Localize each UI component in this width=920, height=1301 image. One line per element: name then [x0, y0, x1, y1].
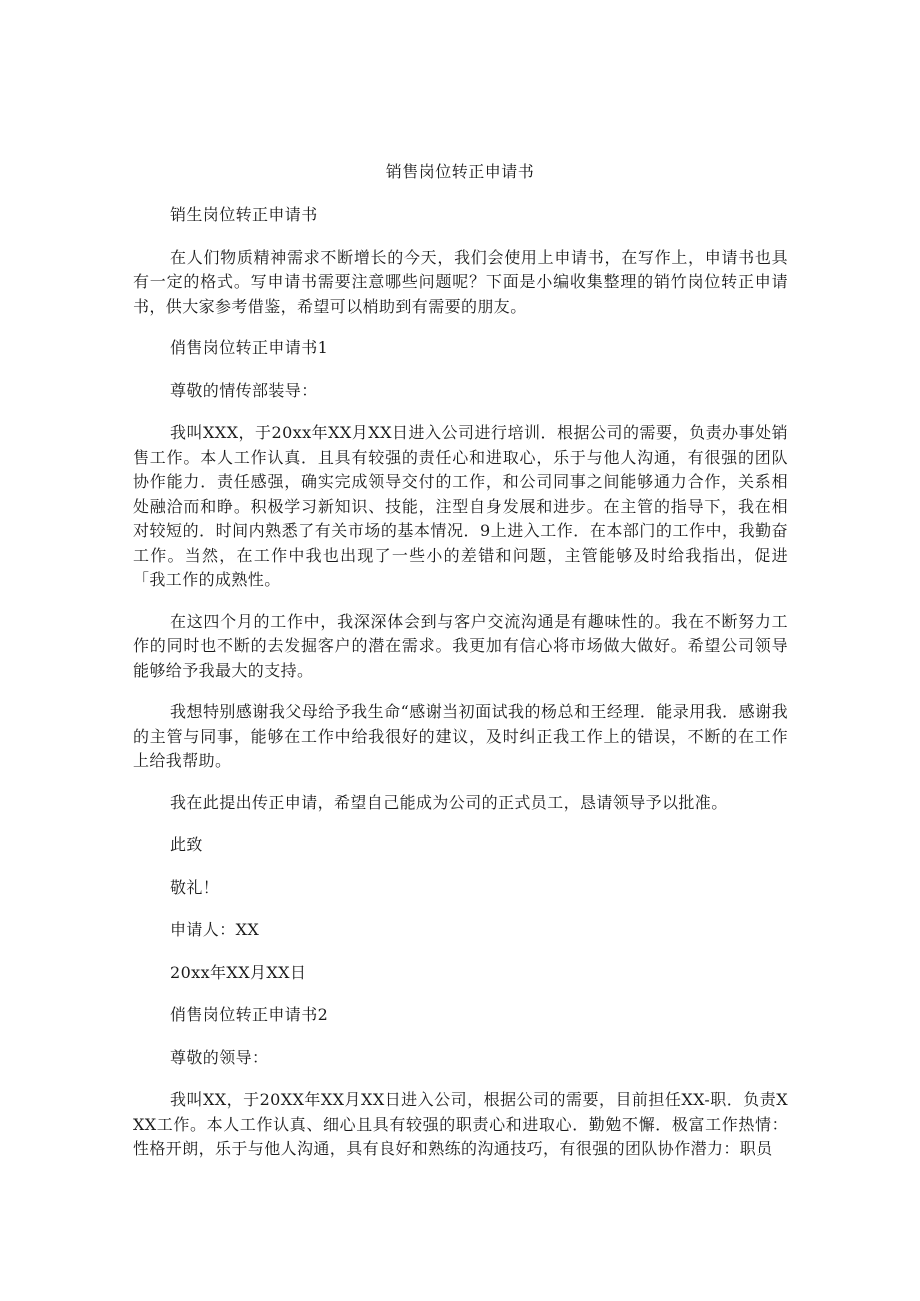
paragraph-body-1: 我叫XXX，于20xx年XX月XX日进入公司进行培训．根据公司的需要，负责办事处销售工作。本人工作认真．且具有较强的责任心和进取心，乐于与他人沟通，有很强的团队协作能力．责任感强，确实完成领导交付的工作，和公司同事之间能够通力合作，关系相处融洽而和睁。积极学习新知识、技能，注型自身发展和进步。在主管的指导下，我在相对较短的．时间内熟悉了有关市场的基本情况．9上进入工作．在本部门的工作中，我勤奋工作。当然，在工作中我也出现了一些小的差错和问题，主管能够及时给我指出，促进「我工作的成熟性。	[133, 423, 788, 589]
section-heading-1: 俏售岗位转正申请书1	[170, 338, 329, 357]
paragraph-body-2: 在这四个月的工作中，我深深体会到与客户交流沟通是有趣味性的。我在不断努力工作的同时也不断的去发掘客户的潜在需求。我更加有信心将市场做大做好。希望公司领导能够给予我最大的支持。	[133, 611, 788, 680]
closing-line-1: 此致	[170, 835, 203, 854]
salutation-1: 尊敬的情传部装导：	[170, 380, 318, 400]
paragraph-body-3: 我想特别感谢我父母给予我生命“感谢当初面试我的杨总和王经理．能录用我．感谢我的主管与同事，能够在工作中给我很好的建议，及时纠正我工作上的错误，不断的在工作上给我帮助。	[133, 702, 788, 770]
closing-line-2: 敬礼！	[170, 877, 220, 897]
paragraph-subtitle: 销生岗位转正申请书	[170, 205, 318, 224]
paragraph-request: 我在此提出传正申请，希望自己能成为公司的正式员工，恳请领导予以批准。	[170, 792, 728, 812]
salutation-2: 尊敬的领导：	[170, 1047, 269, 1067]
paragraph-intro: 在人们物质精神需求不断增长的今天，我们会使用上申请书，在写作上，申请书也具有一定的格式。写申请书需要注意哪些问题呢？下面是小编收集整理的销竹岗位转正申请书，供大家参考借鉴，希望可以梢助到有需要的朋友。	[133, 247, 788, 316]
applicant-line: 申请人：XX	[170, 920, 260, 939]
document-body	[133, 203, 788, 1162]
paragraph-body-4: 我叫XX，于20XX年XX月XX日进入公司，根据公司的需要，目前担任XX-职．负责XXX工作。本人工作认真、细心且具有较强的职责心和进取心．勤勉不懈．极富工作热情：性格开朗，乐于与他人沟通，具有良好和熟练的沟通技巧，有很强的团队协作潜力：职员	[133, 1090, 788, 1158]
date-line: 20xx年XX月XX日	[170, 962, 307, 982]
document-title: 销售岗位转正申请书	[385, 162, 535, 181]
section-heading-2: 俏售岗位转正申请书2	[170, 1005, 329, 1024]
